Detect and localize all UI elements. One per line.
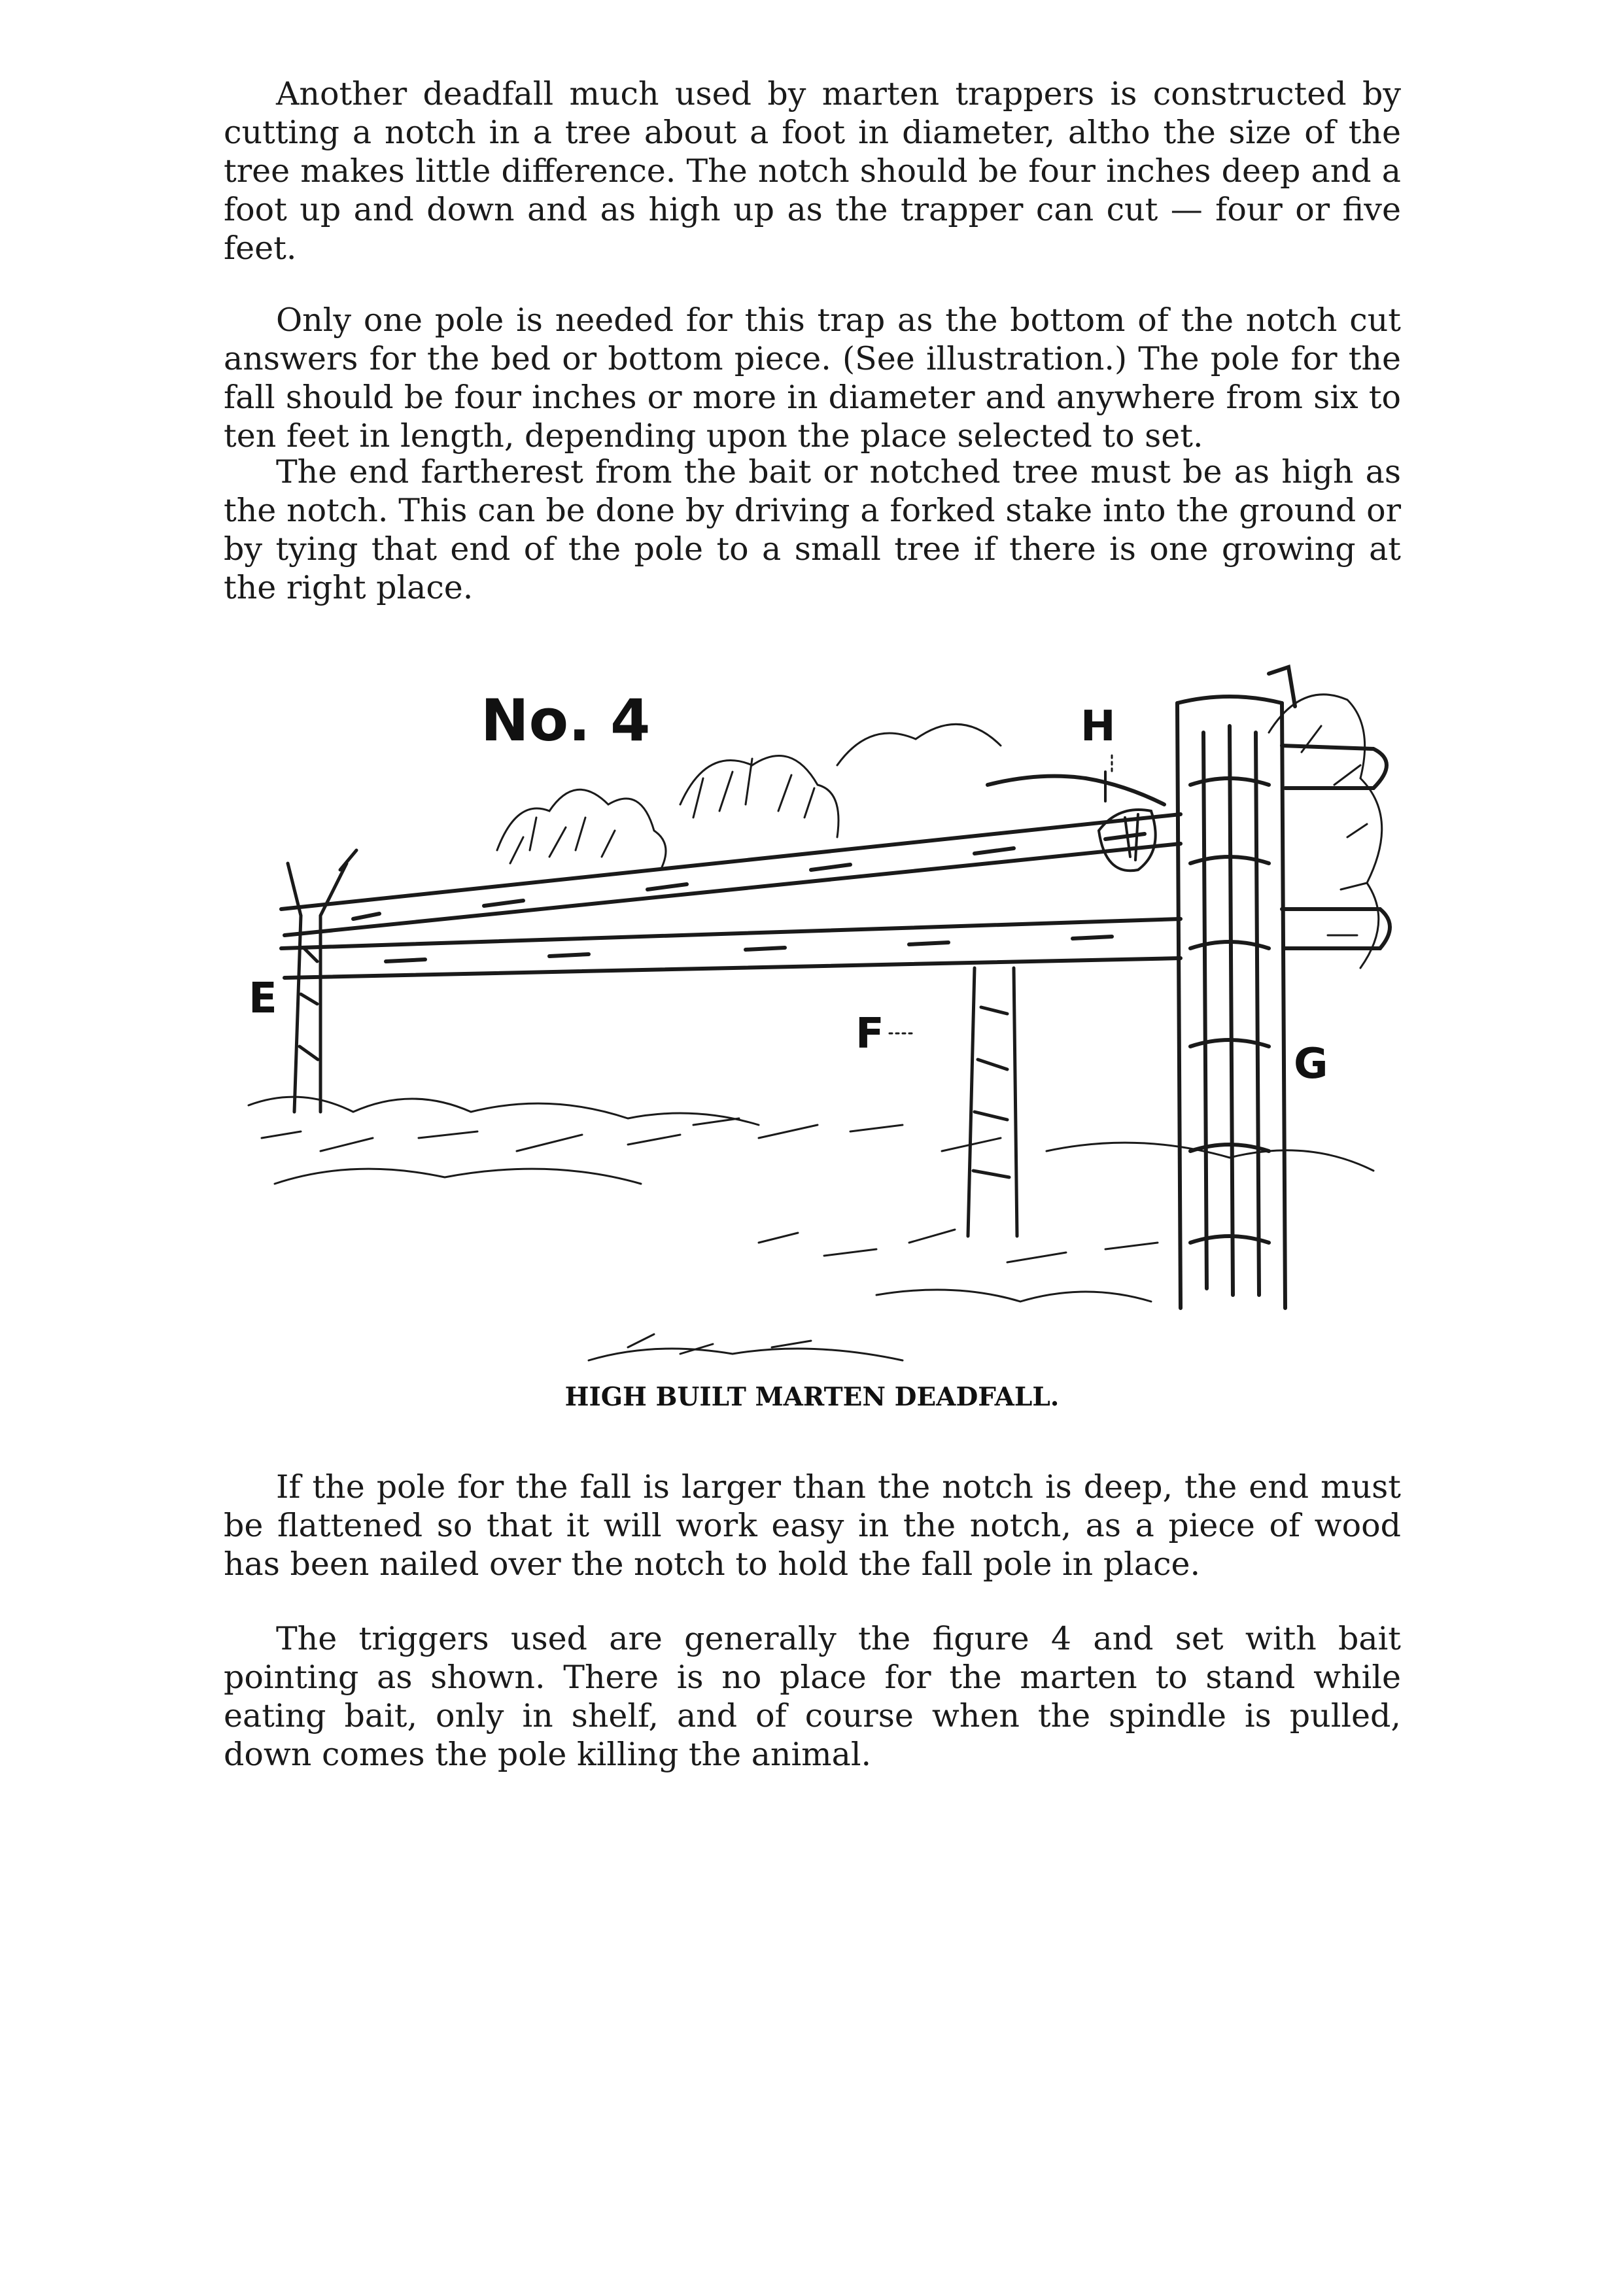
paragraph-2: Only one pole is needed for this trap as the bottom of the notch cut answers for the bed or bottom piece. (See illustration.) The pole for the fall should be four inches or more in diameter and anywhere from six to ten feet in length, depending upon the place selected to set. [224, 302, 1401, 455]
paragraph-4: If the pole for the fall is larger than the notch is deep, the end must be flattened so that it will work easy in the notch, as a piece of wood has been nailed over the notch to hold the fall pole in place. [224, 1468, 1401, 1583]
label-h: H [1080, 702, 1116, 751]
figure-title-label: No. 4 [481, 687, 651, 754]
fall-pole [281, 776, 1181, 935]
paragraph-5: The triggers used are generally the figure 4 and set with bait pointing as shown. There is no place for the marten to stand while eating bait, only in shelf, and of course when the spindle is pulled, down comes the pole killing the animal. [224, 1620, 1401, 1773]
deadfall-illustration [222, 654, 1452, 1400]
label-e: E [249, 975, 277, 1023]
paragraph-3: The end fartherest from the bait or notched tree must be as high as the notch. This can be done by driving a forked stake into the ground or by tying that end of the pole to a small tree if there is one growing at the right place. [224, 453, 1401, 606]
bed-pole [281, 919, 1181, 978]
label-f: F [855, 1010, 884, 1058]
paragraph-1: Another deadfall much used by marten trappers is constructed by cutting a notch in a tree about a foot in diameter, altho the size of the tree makes little difference. The notch should be four inches deep and a foot up and down and as high up as the trapper can cut — four or five feet. [224, 75, 1401, 267]
post-f [968, 968, 1017, 1236]
figure-caption: HIGH BUILT MARTEN DEADFALL. [564, 1382, 1060, 1412]
notched-tree-g [1177, 667, 1390, 1308]
forked-stake-e [288, 850, 356, 1112]
label-g: G [1294, 1040, 1328, 1088]
